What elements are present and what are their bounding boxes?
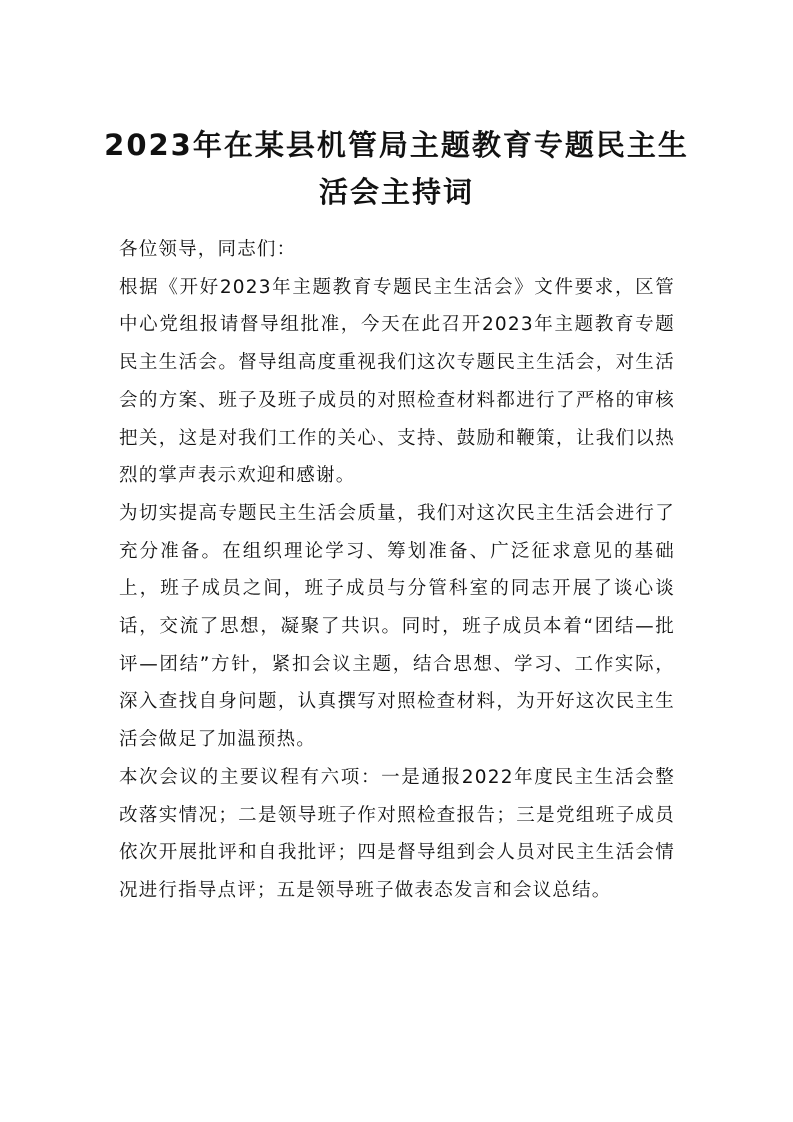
- paragraph-3: 本次会议的主要议程有六项：一是通报2022年度民主生活会整改落实情况；二是领导班子作对照检查报告；三是党组班子成员依次开展批评和自我批评；四是督导组到会人员对民主生活会情况进行指导点评；五是领导班子做表态发言和会议总结。: [119, 766, 675, 901]
- document-title-line-1: 2023年在某县机管局主题教育专题民主生: [104, 128, 689, 162]
- paragraph-1: 根据《开好2023年主题教育专题民主生活会》文件要求，区管中心党组报请督导组批准，今天在此召开2023年主题教育专题民主生活会。督导组高度重视我们这次专题民主生活会，对生活会的方案、班子及班子成员的对照检查材料都进行了严格的审核把关，这是对我们工作的关心、支持、鼓励和鞭策，让我们以热烈的掌声表示欢迎和感谢。: [119, 276, 675, 487]
- document-body: [119, 231, 675, 910]
- document-title-line-2: 活会主持词: [318, 175, 474, 209]
- paragraph-2: 为切实提高专题民主生活会质量，我们对这次民主生活会进行了充分准备。在组织理论学习、筹划准备、广泛征求意见的基础上，班子成员之间，班子成员与分管科室的同志开展了谈心谈话，交流了思想，凝聚了共识。同时，班子成员本着“团结—批评—团结”方针，紧扣会议主题，结合思想、学习、工作实际，深入查找自身问题，认真撰写对照检查材料，为开好这次民主生活会做足了加温预热。: [119, 502, 675, 751]
- greeting: 各位领导，同志们：: [119, 239, 297, 260]
